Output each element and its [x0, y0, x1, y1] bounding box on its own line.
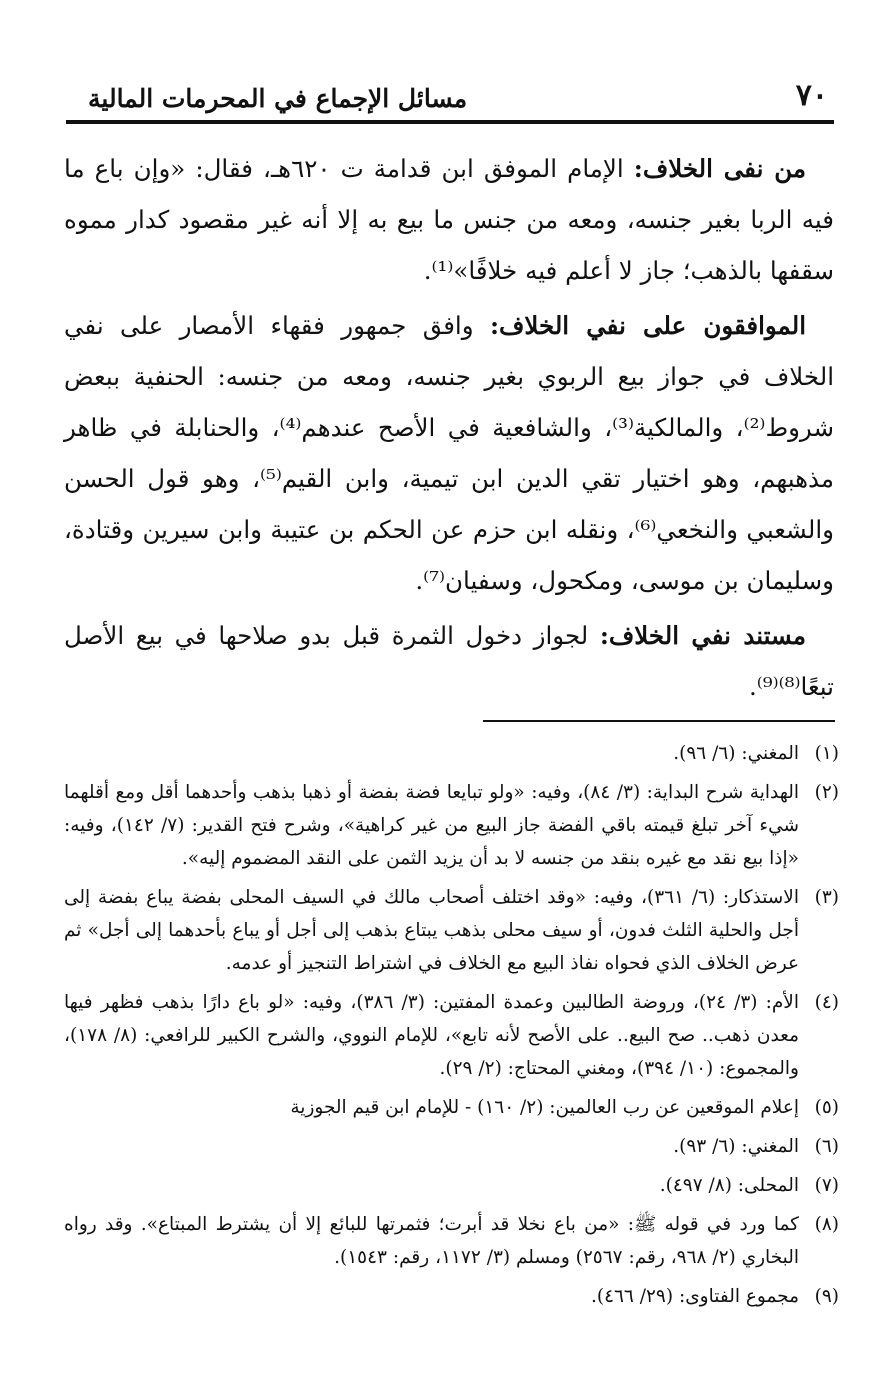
main-text	[64, 143, 834, 716]
page-number: ٧٠	[795, 78, 828, 113]
footnote-item	[64, 1280, 839, 1313]
footnote-item	[64, 1208, 839, 1274]
paragraph-label: مستند نفي الخلاف:	[599, 621, 806, 650]
footnote-text: الاستذكار: (٦/ ٣٦١)، وفيه: «وقد اختلف أصحاب مالك في السيف المحلى بفضة يباع بفضة إلى أجل والحلية الثلث فدون، أو سيف محلى بذهب يبتاع بذهب إلى أجل أو يباع بأحدهما إلى أجل» ثم عرض الخلاف الذي فحواه نفاذ البيع مع الخلاف في اشتراط التنجيز أو عدمه.	[64, 887, 799, 974]
footnote-number: (٦)	[814, 1136, 839, 1157]
footnote-item	[64, 776, 839, 875]
footnote-number: (٨)	[814, 1214, 839, 1235]
footnote-text: الأم: (٣/ ٢٤)، وروضة الطالبين وعمدة المفتين: (٣/ ٣٨٦)، وفيه: «لو باع دارًا بذهب فظهر فيها معدن ذهب.. صح البيع.. على الأصح لأنه تابع»، للإمام النووي، والشرح الكبير للرافعي: (٨/ ١٧٨)، والمجموع: (١٠/ ٣٩٤)، ومغني المحتاج: (٢/ ٢٩).	[64, 992, 799, 1079]
footnote-text: كما ورد في قوله ﷺ: «من باع نخلا قد أبرت؛ فثمرتها للبائع إلا أن يشترط المبتاع». وقد رواه البخاري (٢/ ٩٦٨، رقم: ٢٥٦٧) ومسلم (٣/ ١١٧٢، رقم: ١٥٤٣).	[64, 1214, 799, 1268]
paragraph-evidence	[64, 610, 834, 712]
paragraph-text: وافق جمهور فقهاء الأمصار على نفي الخلاف في جواز بيع الربوي بغير جنسه، ومعه من جنسه: الحنفية ببعض شروط⁽²⁾، والمالكية⁽³⁾، والشافعية في الأصح عندهم⁽⁴⁾، والحنابلة في ظاهر مذهبهم، وهو اختيار تقي الدين ابن تيمية، وابن القيم⁽⁵⁾، وهو قول الحسن والشعبي والنخعي⁽⁶⁾، ونقله ابن حزم عن الحكم بن عتيبة وابن سيرين وقتادة، وسليمان بن موسى، ومكحول، وسفيان⁽⁷⁾.	[64, 311, 834, 595]
footnote-text: مجموع الفتاوى: (٢٩/ ٤٦٦).	[590, 1286, 799, 1307]
footnote-number: (٤)	[814, 992, 839, 1013]
footnote-item	[64, 986, 839, 1085]
footnote-number: (٢)	[814, 782, 839, 803]
footnote-item	[64, 737, 839, 770]
paragraph-label: من نفى الخلاف:	[633, 154, 806, 183]
footnotes	[64, 737, 839, 1319]
paragraph-text: الإمام الموفق ابن قدامة ت ٦٢٠هـ، فقال: «وإن باع ما فيه الربا بغير جنسه، ومعه من جنس ما بيع به إلا أنه غير مقصود كدار مموه سقفها بالذهب؛ جاز لا أعلم فيه خلافًا»⁽¹⁾.	[64, 154, 834, 285]
footnote-item	[64, 1091, 839, 1124]
footnote-item	[64, 1130, 839, 1163]
footnote-item	[64, 881, 839, 980]
page-header	[66, 78, 834, 124]
footnote-number: (٣)	[814, 887, 839, 908]
footnote-divider	[483, 720, 835, 722]
footnote-text: إعلام الموقعين عن رب العالمين: (٢/ ١٦٠) - للإمام ابن قيم الجوزية	[290, 1097, 799, 1118]
paragraph-who-denied-disagreement	[64, 143, 834, 296]
paragraph-agreeing-scholars	[64, 300, 834, 606]
running-title: مسائل الإجماع في المحرمات المالية	[88, 84, 468, 113]
paragraph-label: الموافقون على نفي الخلاف:	[489, 311, 806, 340]
footnote-text: الهداية شرح البداية: (٣/ ٨٤)، وفيه: «ولو تبايعا فضة بفضة أو ذهبا بذهب وأحدهما أقل ومع أقلهما شيء آخر تبلغ قيمته باقي الفضة جاز البيع من غير كراهية»، وشرح فتح القدير: (٧/ ١٤٢)، وفيه: «إذا بيع نقد مع غيره بنقد من جنسه لا بد أن يزيد الثمن على النقد المضموم إليه».	[64, 782, 800, 869]
footnote-text: المغني: (٦/ ٩٦).	[673, 743, 799, 764]
footnote-text: المغني: (٦/ ٩٣).	[673, 1136, 799, 1157]
footnote-number: (١)	[814, 743, 839, 764]
footnote-number: (٩)	[814, 1286, 839, 1307]
footnote-number: (٧)	[814, 1175, 839, 1196]
footnote-text: المحلى: (٨/ ٤٩٧).	[659, 1175, 799, 1196]
paragraph-text: لجواز دخول الثمرة قبل بدو صلاحها في بيع الأصل تبعًا⁽⁸⁾⁽⁹⁾.	[64, 621, 834, 701]
footnote-item	[64, 1169, 839, 1202]
footnote-number: (٥)	[814, 1097, 839, 1118]
